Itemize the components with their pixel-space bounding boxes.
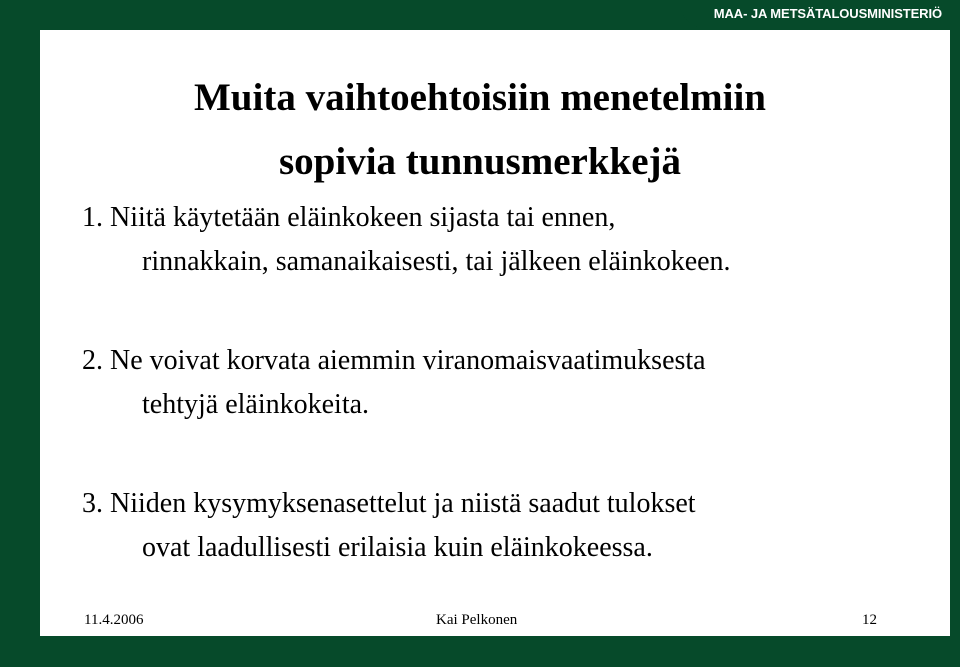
slide-title bbox=[40, 66, 920, 194]
list-item-1 bbox=[82, 196, 731, 284]
list-item-number: 3. bbox=[82, 488, 103, 519]
slide-title-line-1: Muita vaihtoehtoisiin menetelmiin bbox=[194, 76, 766, 119]
footer-page-number: 12 bbox=[862, 612, 877, 628]
list-item-2 bbox=[82, 339, 706, 427]
ministry-name: MAA- JA METSÄTALOUSMINISTERIÖ bbox=[713, 6, 942, 21]
list-item-text-line-2: rinnakkain, samanaikaisesti, tai jälkeen eläinkokeen. bbox=[142, 246, 731, 277]
footer-date: 11.4.2006 bbox=[84, 612, 144, 628]
list-item-number: 2. bbox=[82, 345, 103, 376]
list-item-text-line-1: Niitä käytetään eläinkokeen sijasta tai ennen, bbox=[110, 202, 616, 233]
list-item-3 bbox=[82, 482, 696, 570]
list-item-text-line-1: Ne voivat korvata aiemmin viranomaisvaatimuksesta bbox=[110, 345, 706, 376]
slide-title-line-2: sopivia tunnusmerkkejä bbox=[279, 140, 681, 183]
list-item-text-line-2: ovat laadullisesti erilaisia kuin eläinkokeessa. bbox=[142, 532, 653, 563]
footer-author: Kai Pelkonen bbox=[436, 612, 518, 628]
list-item-number: 1. bbox=[82, 202, 103, 233]
ministry-header-tab bbox=[679, 0, 960, 28]
list-item-text-line-1: Niiden kysymyksenasettelut ja niistä saadut tulokset bbox=[110, 488, 696, 519]
list-item-text-line-2: tehtyjä eläinkokeita. bbox=[142, 389, 370, 420]
